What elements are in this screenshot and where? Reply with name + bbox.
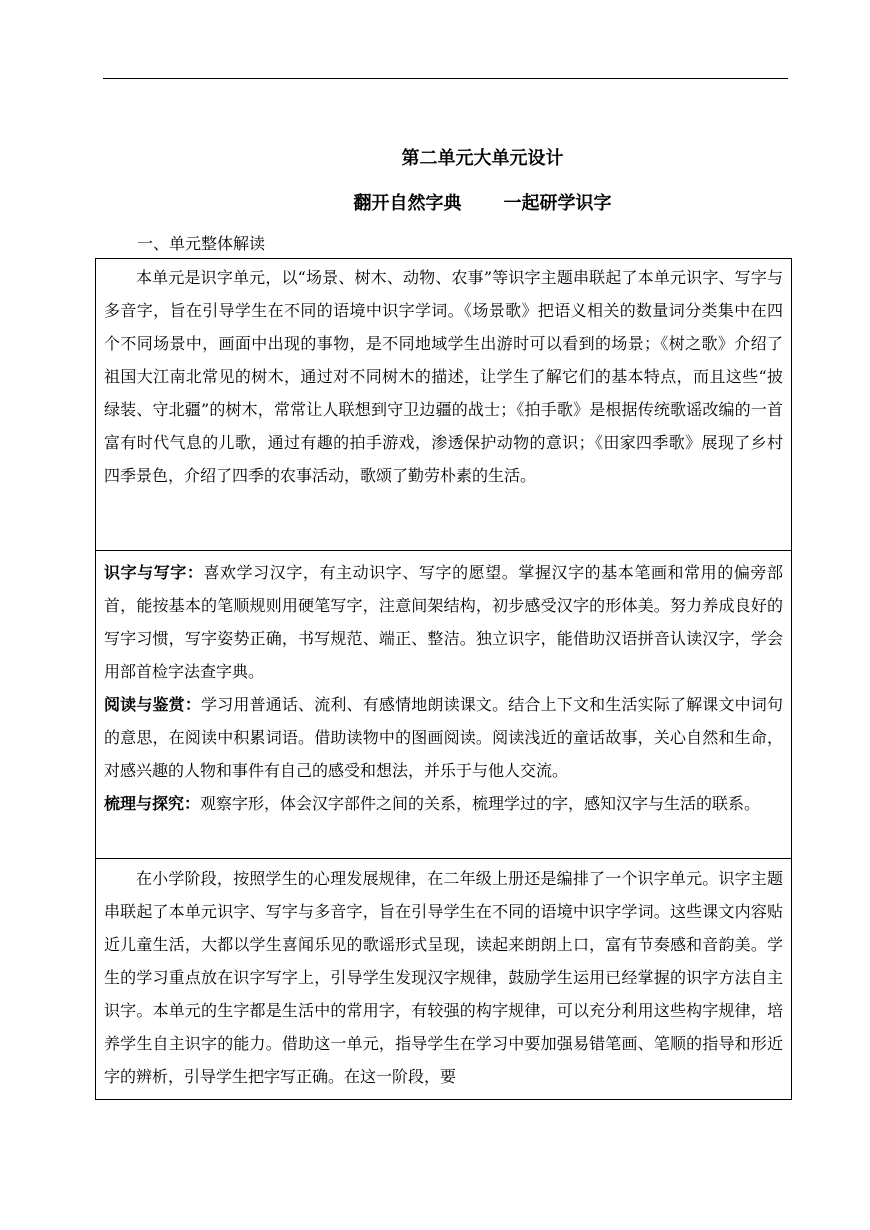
unit-overview-cell — [96, 261, 791, 551]
section-heading: 一、单元整体解读 — [137, 234, 266, 253]
standard-text: 观察字形，体会汉字部件之间的关系，梳理学过的字，感知汉字与生活的联系。 — [200, 794, 761, 813]
curriculum-standards-cell — [96, 551, 791, 859]
standard-label: 识字与写字： — [104, 563, 204, 582]
learning-analysis-cell — [96, 859, 791, 1101]
standard-paragraph — [104, 688, 783, 787]
subtitle-right: 一起研学识字 — [503, 193, 612, 214]
learning-analysis-text: 在小学阶段，按照学生的心理发展规律，在二年级上册还是编排了一个识字单元。识字主题串联起了本单元识字、写字与多音字，旨在引导学生在不同的语境中识字学词。这些课文内容贴近儿童生活，大都以学生喜闻乐见的歌谣形式呈现，读起来朗朗上口，富有节奏感和音韵美。学生的学习重点放在识字写字上，引导学生发现汉字规律，鼓励学生运用已经掌握的识字方法自主识字。本单元的生字都是生活中的常用字，有较强的构字规律，可以充分利用这些构字规律，培养学生自主识字的能力。借助这一单元，指导学生在学习中要加强易错笔画、笔顺的指导和形近字的辨析，引导学生把字写正确。在这一阶段，要 — [104, 869, 783, 1086]
page-title: 第二单元大单元设计 — [401, 148, 564, 169]
standard-paragraph — [104, 556, 783, 688]
standard-text: 喜欢学习汉字，有主动识字、写字的愿望。掌握汉字的基本笔画和常用的偏旁部首，能按基本的笔顺规则用硬笔写字，注意间架结构，初步感受汉字的形体美。努力养成良好的写字习惯，写字姿势正确，书写规范、端正、整洁。独立识字，能借助汉语拼音认读汉字，学会用部首检字法查字典。 — [104, 563, 783, 681]
standard-text: 学习用普通话、流利、有感情地朗读课文。结合上下文和生活实际了解课文中词句的意思，在阅读中积累词语。借助读物中的图画阅读。阅读浅近的童话故事，关心自然和生命，对感兴趣的人物和事件有自己的感受和想法，并乐于与他人交流。 — [104, 695, 783, 780]
subtitle-left: 翻开自然字典 — [353, 193, 462, 214]
standard-label: 梳理与探究： — [104, 794, 201, 813]
header-rule — [103, 78, 788, 79]
standard-paragraph — [104, 787, 783, 820]
content-table — [95, 258, 792, 1100]
unit-subtitle — [0, 192, 870, 216]
unit-overview-text: 本单元是识字单元，以“场景、树木、动物、农事”等识字主题串联起了本单元识字、写字与多音字，旨在引导学生在不同的语境中识字学词。《场景歌》把语义相关的数量词分类集中在四个不同场景中，画面中出现的事物，是不同地域学生出游时可以看到的场景；《树之歌》介绍了祖国大江南北常见的树木，通过对不同树木的描述，让学生了解它们的基本特点，而且这些“披绿装、守北疆”的树木，常常让人联想到守卫边疆的战士；《拍手歌》是根据传统歌谣改编的一首富有时代气息的儿歌，通过有趣的拍手游戏，渗透保护动物的意识；《田家四季歌》展现了乡村四季景色，介绍了四季的农事活动，歌颂了勤劳朴素的生活。 — [104, 268, 783, 485]
standard-label: 阅读与鉴赏： — [104, 695, 202, 714]
